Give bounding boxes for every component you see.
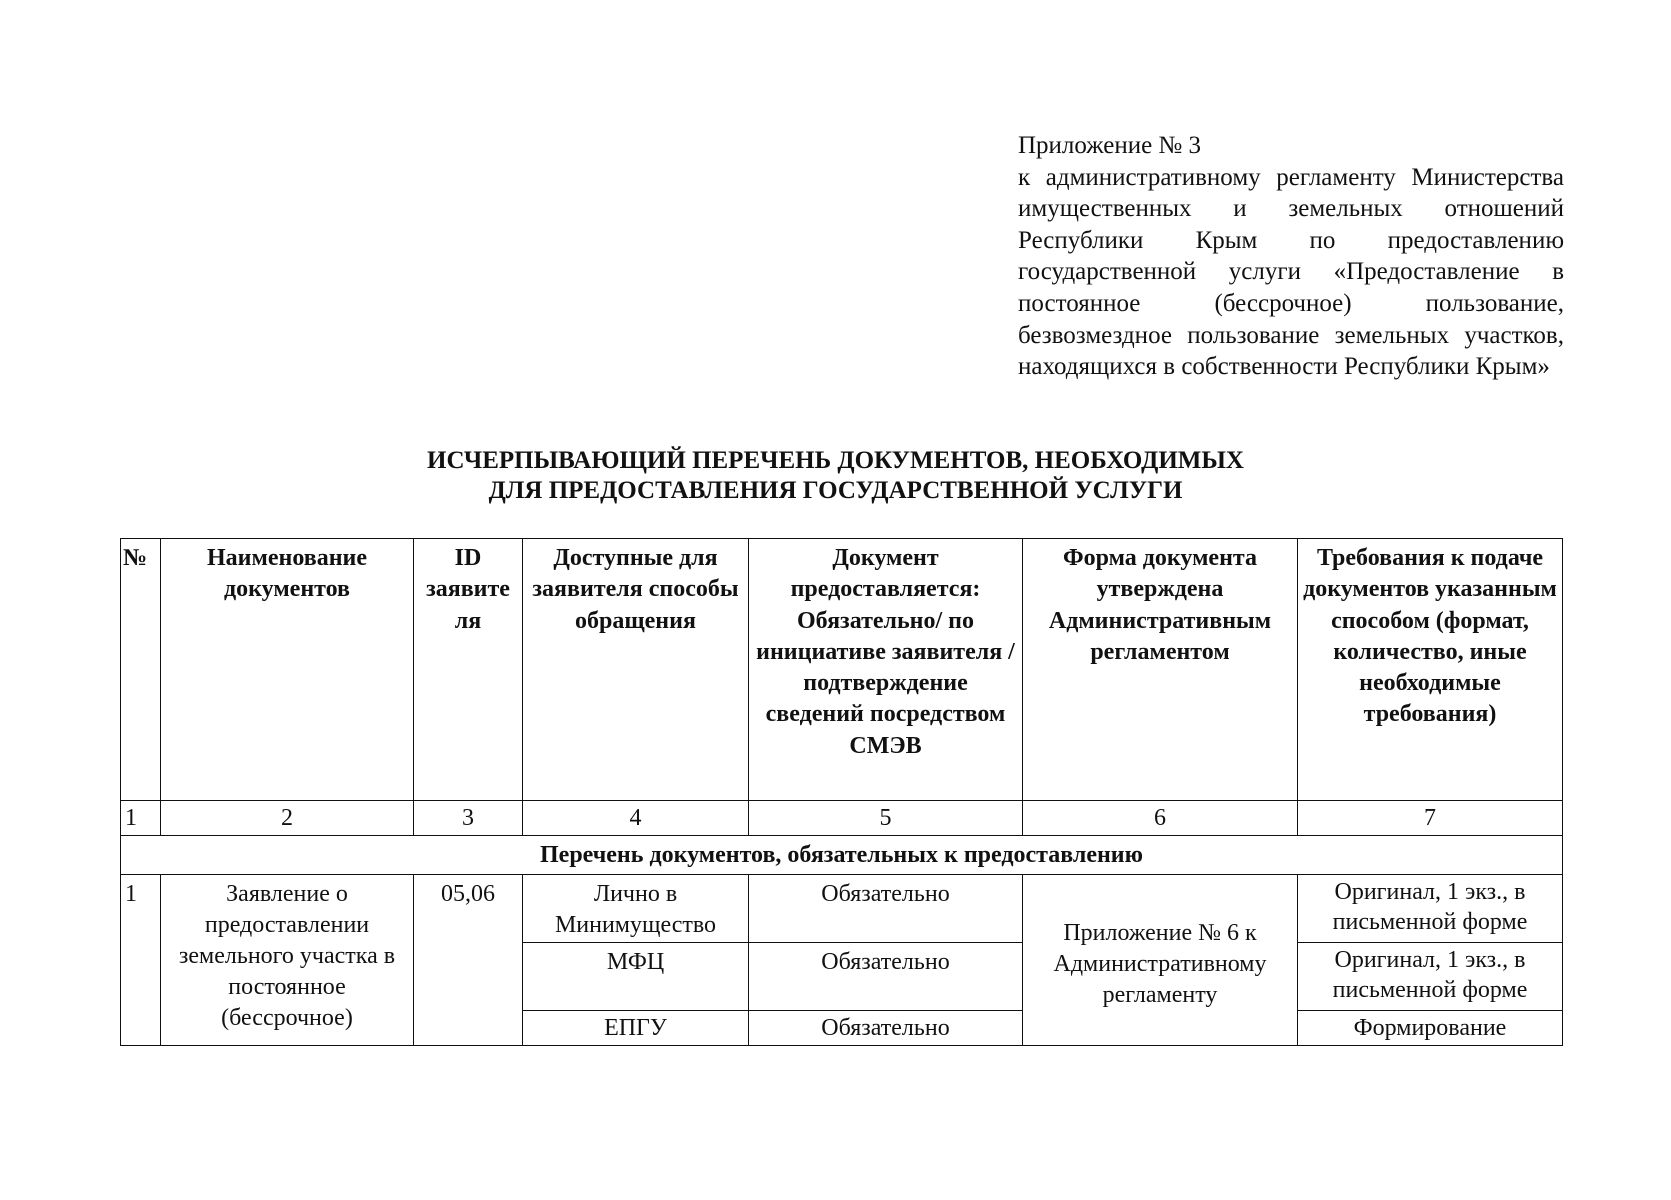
provision-type: Обязательно	[749, 943, 1023, 1011]
form-approval: Приложение № 6 к Административному регламенту	[1023, 875, 1298, 1046]
document-name: Заявление о предоставлении земельного участка в постоянное (бессрочное)	[161, 875, 414, 1046]
column-number: 5	[749, 801, 1023, 836]
column-number: 1	[121, 801, 161, 836]
header-applicant-id: ID заявите ля	[414, 539, 523, 801]
section-title: Перечень документов, обязательных к предоставлению	[121, 836, 1563, 875]
appendix-text: к административному регламенту Министерства имущественных и земельных отношений Республики Крым по предоставлению государственной услуги «Предоставление в постоянное (бессрочное) пользование, безвозмездное пользование земельных участков, находящихся в собственности Республики Крым»	[1018, 163, 1564, 381]
column-number: 4	[523, 801, 749, 836]
column-number: 6	[1023, 801, 1298, 836]
header-provision-type: Документ предоставляется: Обязательно/ по инициативе заявителя /подтверждение сведений посредством СМЭВ	[749, 539, 1023, 801]
provision-type: Обязательно	[749, 875, 1023, 943]
row-number: 1	[121, 875, 161, 1046]
requirements: Оригинал, 1 экз., в письменной форме	[1298, 943, 1563, 1011]
header-requirements: Требования к подаче документов указанным способом (формат, количество, иные необходимые требования)	[1298, 539, 1563, 801]
submission-method: МФЦ	[523, 943, 749, 1011]
table-row	[121, 875, 1563, 943]
column-number-row	[121, 801, 1563, 836]
submission-method: Лично в Минимущество	[523, 875, 749, 943]
appendix-block	[1018, 130, 1564, 383]
header-form-approval: Форма документа утверждена Административным регламентом	[1023, 539, 1298, 801]
appendix-title: Приложение № 3	[1018, 132, 1202, 159]
column-number: 7	[1298, 801, 1563, 836]
requirements: Оригинал, 1 экз., в письменной форме	[1298, 875, 1563, 943]
documents-table	[120, 538, 1563, 1046]
header-number: №	[121, 539, 161, 801]
submission-method: ЕПГУ	[523, 1011, 749, 1046]
document-title-line-1: ИСЧЕРПЫВАЮЩИЙ ПЕРЕЧЕНЬ ДОКУМЕНТОВ, НЕОБХОДИМЫХ	[427, 447, 1244, 474]
header-submission-methods: Доступные для заявителя способы обращения	[523, 539, 749, 801]
header-document-name: Наименование документов	[161, 539, 414, 801]
provision-type: Обязательно	[749, 1011, 1023, 1046]
applicant-id: 05,06	[414, 875, 523, 1046]
document-title	[0, 446, 1671, 506]
column-number: 2	[161, 801, 414, 836]
requirements: Формирование	[1298, 1011, 1563, 1046]
column-number: 3	[414, 801, 523, 836]
document-title-line-2: ДЛЯ ПРЕДОСТАВЛЕНИЯ ГОСУДАРСТВЕННОЙ УСЛУГИ	[488, 477, 1183, 504]
section-row	[121, 836, 1563, 875]
table-header-row	[121, 539, 1563, 801]
